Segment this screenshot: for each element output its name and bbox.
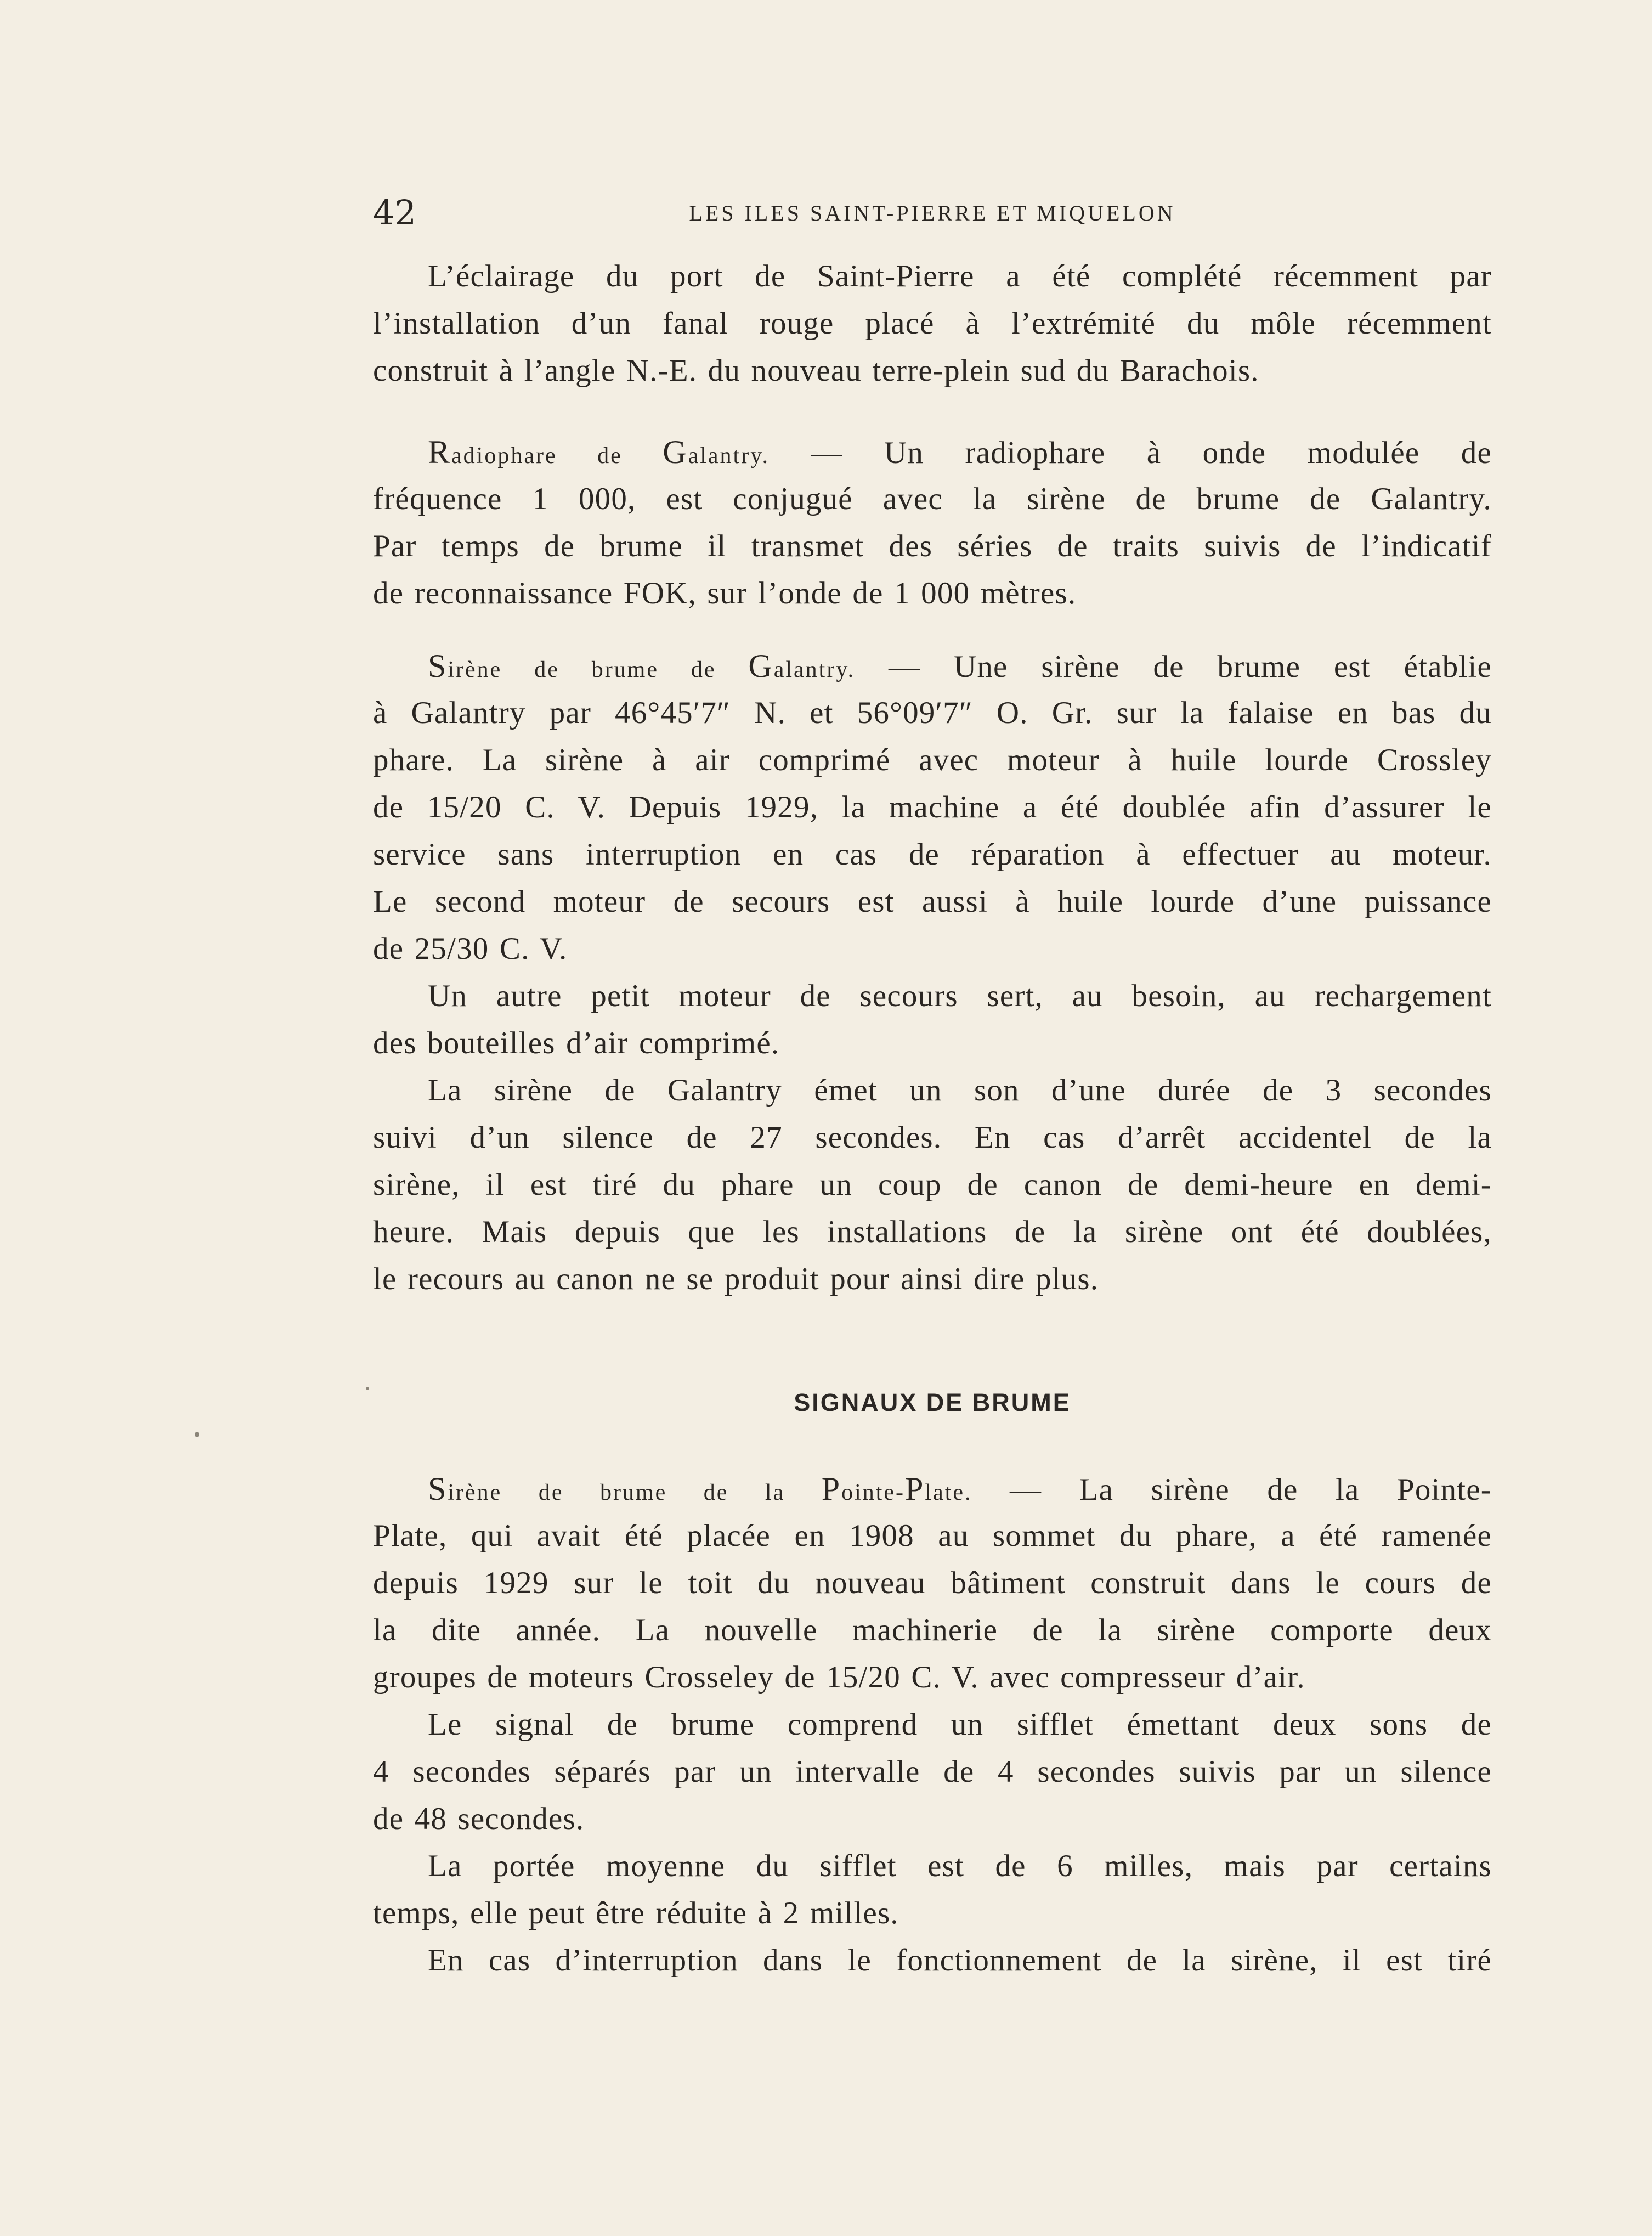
paragraph-line: heure. Mais depuis que les installations de la sirène ont été doublées, (373, 1215, 1492, 1249)
paragraph-line: depuis 1929 sur le toit du nouveau bâtiment construit dans le cours de (373, 1566, 1492, 1600)
paper-speck (366, 1387, 369, 1390)
paragraph-line: l’installation d’un fanal rouge placé à l’extrémité du môle récemment (373, 306, 1492, 341)
paragraph-line: En cas d’interruption dans le fonctionnement de la sirène, il est tiré (428, 1943, 1492, 1978)
paragraph-line: de 15/20 C. V. Depuis 1929, la machine a été doublée afin d’assurer le (373, 790, 1492, 825)
paragraph-line: Le second moteur de secours est aussi à huile lourde d’une puissance (373, 884, 1492, 919)
paragraph-line: fréquence 1 000, est conjugué avec la sirène de brume de Galantry. (373, 482, 1492, 516)
radiophare-heading: Radiophare de Galantry. (428, 434, 770, 470)
page-number: 42 (373, 193, 416, 233)
radiophare-heading-line: Radiophare de Galantry. — Un radiophare à onde modulée de (428, 434, 1492, 470)
paragraph-line: sirène, il est tiré du phare un coup de canon de demi-heure en demi- (373, 1167, 1492, 1202)
paragraph-line: Un autre petit moteur de secours sert, au besoin, au rechargement (428, 979, 1492, 1013)
pointe-plate-heading-line: Sirène de brume de la Pointe-Plate. — La sirène de la Pointe- (428, 1471, 1492, 1507)
paper-speck (195, 1432, 199, 1437)
paragraph-line: service sans interruption en cas de réparation à effectuer au moteur. (373, 837, 1492, 872)
paragraph-line: de 48 secondes. (373, 1802, 585, 1836)
paragraph-line: construit à l’angle N.-E. du nouveau terre-plein sud du Barachois. (373, 353, 1259, 388)
paragraph-line: groupes de moteurs Crosseley de 15/20 C. V. avec compresseur d’air. (373, 1660, 1305, 1695)
pointe-plate-heading: Sirène de brume de la Pointe-Plate. (428, 1471, 972, 1507)
paragraph-line: de 25/30 C. V. (373, 931, 568, 966)
paragraph-line: Plate, qui avait été placée en 1908 au sommet du phare, a été ramenée (373, 1518, 1492, 1553)
paragraph-line: L’éclairage du port de Saint-Pierre a été complété récemment par (428, 259, 1492, 293)
section-heading: SIGNAUX DE BRUME (794, 1388, 1071, 1416)
paragraph-line: La portée moyenne du sifflet est de 6 milles, mais par certains (428, 1849, 1492, 1883)
paragraph-line: des bouteilles d’air comprimé. (373, 1026, 780, 1060)
paragraph-line: phare. La sirène à air comprimé avec moteur à huile lourde Crossley (373, 743, 1492, 777)
paragraph-line: à Galantry par 46°45′7″ N. et 56°09′7″ O. Gr. sur la falaise en bas du (373, 696, 1492, 730)
page-header (373, 191, 1492, 235)
running-title: LES ILES SAINT-PIERRE ET MIQUELON (689, 201, 1176, 225)
paragraph-line: temps, elle peut être réduite à 2 milles. (373, 1896, 899, 1930)
sirene-galantry-heading: Sirène de brume de Galantry. (428, 648, 856, 684)
paragraph-line: suivi d’un silence de 27 secondes. En cas d’arrêt accidentel de la (373, 1120, 1492, 1155)
paragraph-line: le recours au canon ne se produit pour ainsi dire plus. (373, 1262, 1099, 1296)
paragraph-line: la dite année. La nouvelle machinerie de la sirène comporte deux (373, 1613, 1492, 1647)
paragraph-line: La sirène de Galantry émet un son d’une durée de 3 secondes (428, 1073, 1492, 1108)
paragraph-line: 4 secondes séparés par un intervalle de 4 secondes suivis par un silence (373, 1754, 1492, 1789)
paragraph-line: de reconnaissance FOK, sur l’onde de 1 000 mètres. (373, 576, 1077, 611)
paragraph-line: Par temps de brume il transmet des séries de traits suivis de l’indicatif (373, 529, 1492, 563)
sirene-galantry-heading-line: Sirène de brume de Galantry. — Une sirène de brume est établie (428, 648, 1492, 684)
paragraph-line: Le signal de brume comprend un sifflet émettant deux sons de (428, 1707, 1492, 1742)
